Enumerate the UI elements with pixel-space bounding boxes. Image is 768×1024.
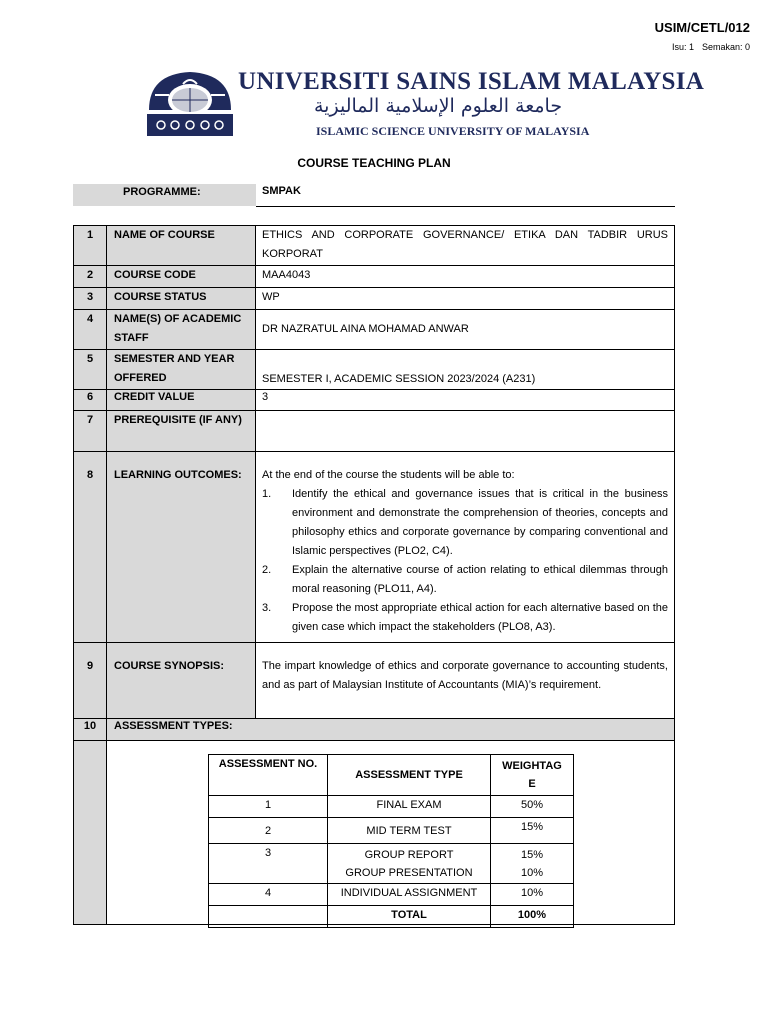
row-label: ASSESSMENT TYPES: [107,719,675,741]
outcome-text: Propose the most appropriate ethical action for each alternative based on the given case which impact the stakeholders (PLO8, A3). [292,602,668,633]
course-code: MAA4043 [256,266,675,288]
outcomes-list [262,485,668,637]
university-name-english: ISLAMIC SCIENCE UNIVERSITY OF MALAYSIA [316,124,590,138]
row-number: 7 [74,411,107,452]
row-label: SEMESTER AND YEAR OFFERED [107,350,256,390]
row-label: NAME OF COURSE [107,226,256,266]
assessment-weight-secondary: 10% [520,866,544,879]
assessment-no: 1 [209,796,328,818]
list-number: 1. [262,488,272,500]
semester-offered: SEMESTER I, ACADEMIC SESSION 2023/2024 (A231) [256,350,675,390]
learning-outcomes [256,452,675,643]
programme-value: SMPAK [262,185,301,197]
row-number: 8 [74,452,107,643]
assessment-type: MID TERM TEST [328,818,491,844]
course-name: ETHICS AND CORPORATE GOVERNANCE/ ETIKA DAN TADBIR URUS KORPORAT [256,226,675,266]
header-assessment-no: ASSESSMENT NO. [209,755,328,796]
row-number: 5 [74,350,107,390]
header-assessment-type: ASSESSMENT TYPE [328,755,491,796]
row-label: NAME(S) OF ACADEMIC STAFF [107,310,256,350]
row-number: 4 [74,310,107,350]
table-row [74,350,675,390]
assessment-type: FINAL EXAM [328,796,491,818]
assessment-type: INDIVIDUAL ASSIGNMENT [328,884,491,906]
header-weightage-line2: E [528,778,536,790]
table-row [209,906,574,928]
table-row [74,643,675,719]
table-row [74,310,675,350]
list-item [262,599,668,637]
programme-underline [256,206,675,207]
list-item [262,561,668,599]
table-row [209,818,574,844]
outcome-text: Explain the alternative course of action relating to ethical dilemmas through moral reasoning (PLO11, A4). [292,564,668,595]
programme-label: PROGRAMME: [123,186,201,198]
row-label: PREREQUISITE (IF ANY) [107,411,256,452]
revision-number: Semakan: 0 [701,42,750,52]
course-synopsis: The impart knowledge of ethics and corporate governance to accounting students, and as part of Malaysian Institute of Accountants (MIA)’s requirement. [256,643,675,719]
table-row [209,755,574,796]
university-name: UNIVERSITI SAINS ISLAM MALAYSIA [238,68,705,95]
assessment-no: 4 [209,884,328,906]
academic-staff: DR NAZRATUL AINA MOHAMAD ANWAR [256,310,675,350]
page-title: COURSE TEACHING PLAN [297,156,451,170]
row-number: 10 [74,719,107,741]
row-label: COURSE STATUS [107,288,256,310]
table-row [74,719,675,741]
row-number: 1 [74,226,107,266]
outcomes-intro: At the end of the course the students will be able to: [262,469,515,481]
row-number: 9 [74,643,107,719]
assessment-weight: 15% [491,818,574,844]
table-row [209,844,574,884]
list-number: 3. [262,602,272,614]
assessment-weight-multi [491,844,574,884]
assessment-weight: 10% [491,884,574,906]
document-revision [664,42,750,52]
list-number: 2. [262,564,272,576]
prerequisite [256,411,675,452]
assessment-table [208,754,574,928]
table-row [74,411,675,452]
row-label: COURSE SYNOPSIS: [107,643,256,719]
assessment-weight: 15% [520,848,544,861]
row-label: CREDIT VALUE [107,390,256,411]
total-label: TOTAL [328,906,491,928]
course-status: WP [256,288,675,310]
table-row [74,390,675,411]
programme-label-cell [73,184,256,206]
row-number: 6 [74,390,107,411]
assessment-weight: 50% [491,796,574,818]
table-row [209,884,574,906]
assessment-type: GROUP REPORT [364,848,454,861]
total-blank [209,906,328,928]
table-row [74,226,675,266]
document-reference: USIM/CETL/012 [654,20,750,35]
university-logo [145,70,235,138]
table-row [74,266,675,288]
assessment-type-secondary: GROUP PRESENTATION [345,866,473,879]
row-number: 2 [74,266,107,288]
header-weightage-line1: WEIGHTAG [502,760,562,772]
credit-value: 3 [256,390,675,411]
assessment-type-multi [328,844,491,884]
row-number-blank [74,741,107,925]
row-label: COURSE CODE [107,266,256,288]
row-label: LEARNING OUTCOMES: [107,452,256,643]
table-row [74,288,675,310]
row-number: 3 [74,288,107,310]
assessment-no: 2 [209,818,328,844]
outcome-text: Identify the ethical and governance issues that is critical in the business environment and demonstrate the comprehension of theories, concepts and philosophy ethics and corporate governance by comparing conventional and Islamic perspectives (PLO2, C4). [292,488,668,557]
university-name-arabic: جامعة العلوم الإسلامية الماليزية [314,95,563,117]
issue-number: Isu: 1 [671,42,694,52]
total-value: 100% [491,906,574,928]
list-item [262,485,668,561]
table-row [209,796,574,818]
assessment-no: 3 [209,844,328,884]
table-row [74,452,675,643]
header-weightage [491,755,574,796]
